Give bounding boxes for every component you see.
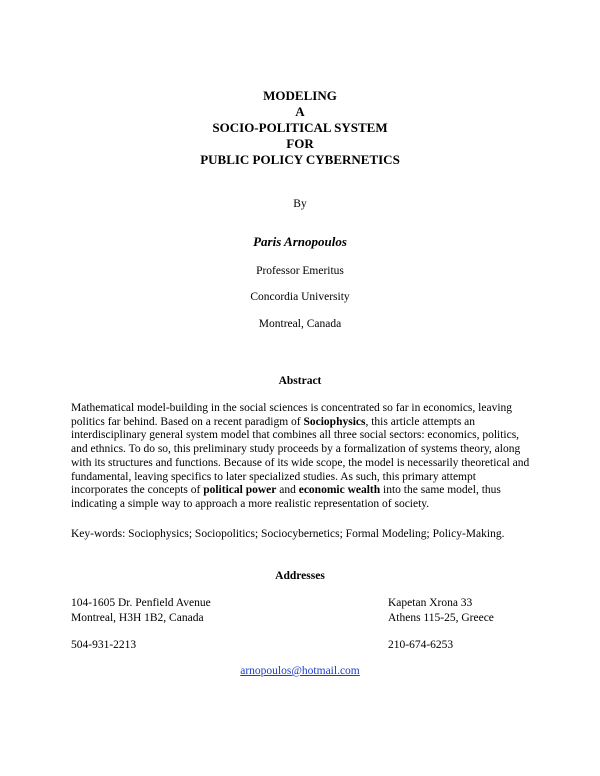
abstract-bold-political-power: political power xyxy=(203,484,277,497)
author-institution: Concordia University xyxy=(250,291,350,303)
phone-right: 210-674-6253 xyxy=(388,639,454,651)
title-line-3: SOCIO-POLITICAL SYSTEM xyxy=(212,120,388,135)
abstract-text-1: Mathematical model-building in the social sciences is concentrated so far in economics, leaving politics far behind. Based on a recent paradigm of xyxy=(71,402,513,428)
author-location: Montreal, Canada xyxy=(258,318,342,330)
abstract-text-4: into the same model, thus indicating a simple way to approach a more realistic representation of society. xyxy=(71,484,501,510)
title-line-5: PUBLIC POLICY CYBERNETICS xyxy=(200,152,400,167)
addresses-heading: Addresses xyxy=(275,570,325,582)
author-position: Professor Emeritus xyxy=(256,265,344,277)
address-left-line2: Montreal, H3H 1B2, Canada xyxy=(71,612,204,624)
address-right xyxy=(388,596,494,626)
phone-left: 504-931-2213 xyxy=(71,639,137,651)
abstract-heading: Abstract xyxy=(278,375,322,387)
title-line-2: A xyxy=(295,104,305,119)
abstract-body xyxy=(71,402,533,512)
by-label: By xyxy=(293,198,307,210)
title-line-4: FOR xyxy=(286,136,314,151)
email-link[interactable]: arnopoulos@hotmail.com xyxy=(240,665,360,677)
abstract-text-3: and xyxy=(276,484,299,497)
title-line-1: MODELING xyxy=(263,88,337,103)
address-right-line2: Athens 115-25, Greece xyxy=(388,612,494,624)
address-left-line1: 104-1605 Dr. Penfield Avenue xyxy=(71,597,211,609)
author-name: Paris Arnopoulos xyxy=(253,234,347,249)
abstract-bold-sociophysics: Sociophysics xyxy=(303,415,366,428)
email-row xyxy=(0,664,600,678)
keywords: Key-words: Sociophysics; Sociopolitics; Sociocybernetics; Formal Modeling; Policy-Making. xyxy=(71,528,505,540)
abstract-text-2: , this article attempts an interdisciplinary general system model that combines all three social sectors: economics, politics, and ethnics. To do so, this preliminary study proceeds by a formalization of systems theory, along with its structures and functions. Because of its wide scope, the model is necessarily theoretical and fundamental, leaving specifics to later specialized studies. As such, this primary attempt incorporates the concepts of xyxy=(71,415,530,497)
address-right-line1: Kapetan Xrona 33 xyxy=(388,597,473,609)
address-left xyxy=(71,596,211,626)
abstract-bold-economic-wealth: economic wealth xyxy=(298,484,381,497)
